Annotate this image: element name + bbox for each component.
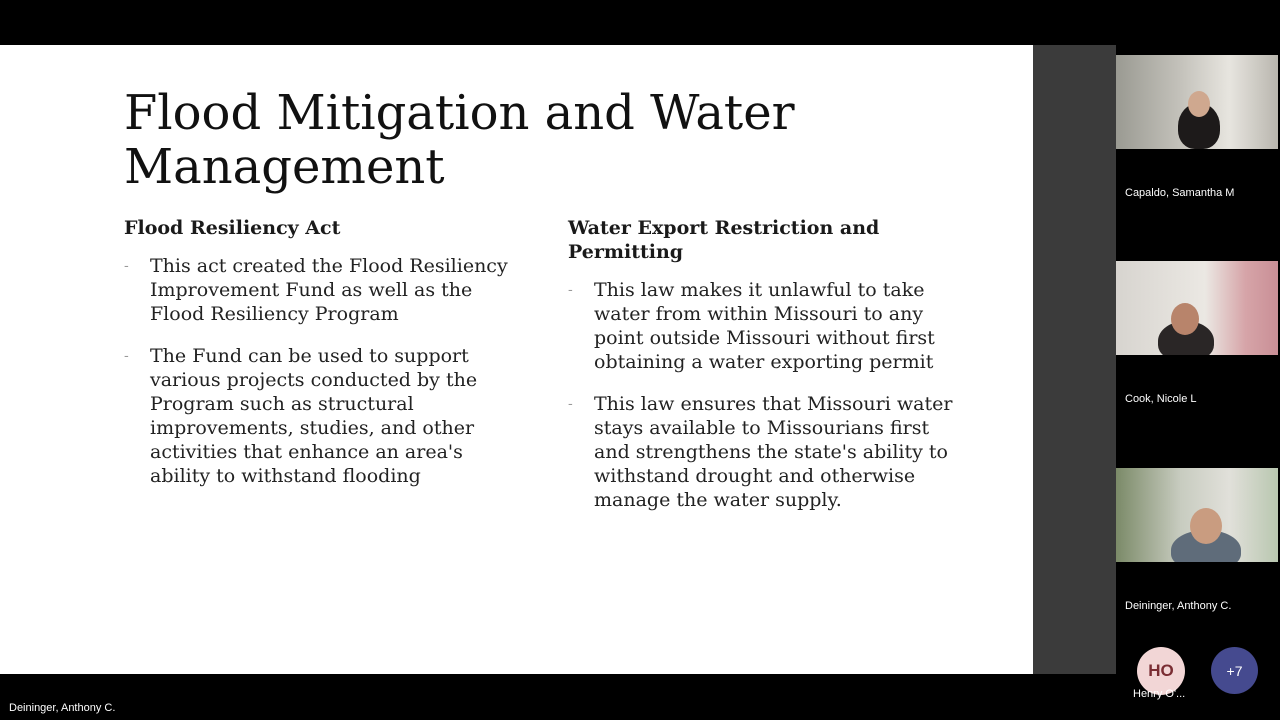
bullet-marker: -	[124, 348, 129, 364]
avatar[interactable]: HO	[1137, 647, 1185, 695]
bullet-text: This act created the Flood Resiliency Improvement Fund as well as the Flood Resiliency Program	[150, 255, 508, 325]
right-column	[568, 216, 968, 530]
slide-title: Flood Mitigation and Water Management	[124, 85, 795, 195]
bullet-item	[568, 278, 968, 374]
left-column	[124, 216, 524, 506]
bullet-text: This law makes it unlawful to take water from within Missouri to any point outside Missouri without first obtaining a water exporting permit	[594, 279, 935, 373]
bullet-text: The Fund can be used to support various projects conducted by the Program such as structural improvements, studies, and other activities that enhance an area's ability to withstand flooding	[150, 345, 478, 487]
right-heading: Water Export Restriction and Permitting	[568, 217, 880, 263]
left-heading: Flood Resiliency Act	[124, 217, 341, 239]
bullet-marker: -	[124, 258, 129, 274]
right-bullet-list	[568, 278, 968, 512]
avatar-name: Henry O'...	[1133, 688, 1186, 700]
bullet-text: This law ensures that Missouri water stays available to Missourians first and strengthens the state's ability to withstand drought and otherwise manage the water supply.	[594, 393, 953, 511]
bullet-item	[124, 254, 524, 326]
participant-tile[interactable]	[1116, 45, 1280, 251]
active-speaker-label: Deininger, Anthony C.	[9, 702, 116, 714]
person-face	[1188, 91, 1210, 117]
person-face	[1171, 303, 1199, 335]
participant-name: Capaldo, Samantha M	[1125, 187, 1235, 199]
person-face	[1190, 508, 1222, 544]
bullet-item	[568, 392, 968, 512]
participant-video	[1116, 468, 1278, 562]
bullet-item	[124, 344, 524, 488]
more-participants-button[interactable]: +7	[1211, 647, 1258, 694]
participant-tile[interactable]	[1116, 251, 1280, 457]
participant-video	[1116, 261, 1278, 355]
participant-video	[1116, 55, 1278, 149]
slide-gutter	[1033, 45, 1116, 674]
participant-name: Deininger, Anthony C.	[1125, 600, 1232, 612]
bullet-marker: -	[568, 396, 573, 412]
left-bullet-list	[124, 254, 524, 488]
participant-tile[interactable]	[1116, 458, 1280, 664]
participant-name: Cook, Nicole L	[1125, 393, 1197, 405]
bullet-marker: -	[568, 282, 573, 298]
